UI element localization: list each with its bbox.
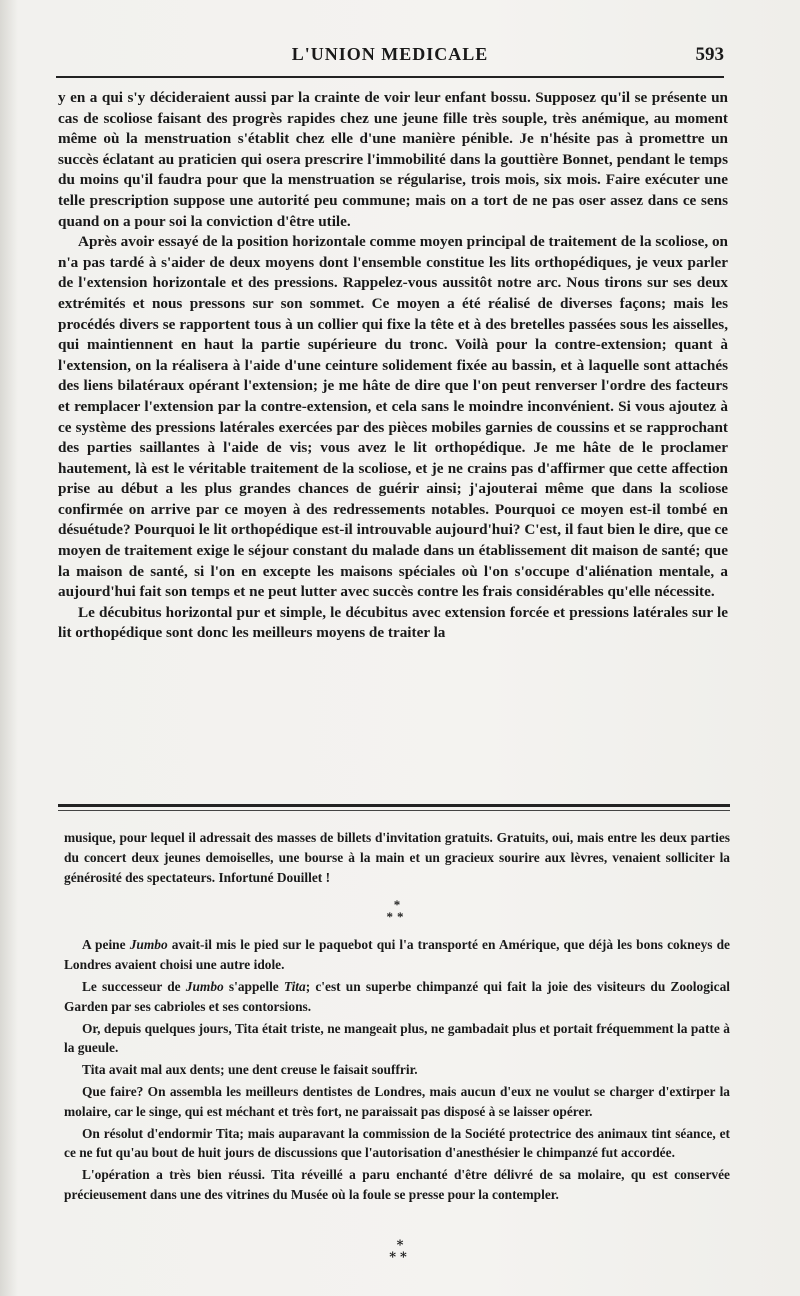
feuilleton-paragraph: musique, pour lequel il adressait des masses de billets d'invitation gratuits. Gratuits, oui, mais entre les deux parties du concert deux jeunes demoiselles, une bourse à la main et un gracieux sourire aux lèvres, venaient solliciter la générosité des spectateurs. Infortuné Douillet ! [64,830,730,885]
section-separator-bottom: * ** [389,1238,411,1265]
animal-name: Jumbo [185,978,224,994]
main-article [58,88,728,644]
feuilleton-paragraph: Or, depuis quelques jours, Tita était triste, ne mangeait plus, ne gambadait plus et portait fréquemment la patte à la gueule. [64,1020,730,1056]
page-number: 593 [695,44,724,65]
feuilleton-rule-thick [58,804,730,807]
feuilleton-paragraph: Que faire? On assembla les meilleurs dentistes de Londres, mais aucun d'eux ne voulut se charger d'extirper la molaire, car le singe, qui est méchant et très fort, ne paraissait pas disposé à se laisser opérer. [64,1083,730,1119]
article-paragraph: y en a qui s'y décideraient aussi par la crainte de voir leur enfant bossu. Supposez qu'il se présente un cas de scoliose faisant des progrès rapides chez une jeune fille très souple, très anémique, au moment même où la menstruation s'établit chez elle d'une manière pénible. Je n'hésite pas à promettre un succès éclatant au praticien qui osera prescrire l'immobilité dans la gouttière Bonnet, pendant le temps du moins qu'il faudra pour que la menstruation se régularise, trois mois, six mois. Faire exécuter une telle prescription suppose une autorité peu commune; mais on a tort de ne pas oser assez dans ce sens quand on a pour soi la conviction d'être utile. [58,89,728,230]
animal-name: Jumbo [129,937,168,953]
feuilleton-section [64,828,730,1207]
feuilleton-rule-thin [58,810,730,811]
feuilleton-paragraph: Tita avait mal aux dents; une dent creuse le faisait souffrir. [82,1062,418,1078]
article-paragraph: Après avoir essayé de la position horizontale comme moyen principal de traitement de la scoliose, on n'a pas tardé à s'aider de deux moyens dont l'ensemble constitue les lits orthopédiques, je veux parler de l'extension horizontale et des pressions. Rappelez-vous aussitôt notre arc. Nous tirons sur ses deux extrémités et nous pressons sur son sommet. Ce moyen a été réalisé de diverses façons; mais les procédés divers se rapportent tous à un collier qui fixe la tête et à des bretelles passées sous les aisselles, qui maintiennent en haut la partie supérieure du tronc. Voilà pour la contre-extension; quant à l'extension, on la réalisera à l'aide d'une ceinture solidement fixée au bassin, et à laquelle sont attachés des liens bilatéraux opérant l'extension; je me hâte de dire que l'on peut renverser l'ordre des facteurs et remplacer l'extension par la contre-extension, et cela sans le moindre inconvénient. Si vous ajoutez à ce système des pressions latérales exercées par des pièces mobiles garnies de coussins et se rapprochant des parties saillantes à l'aide de vis; vous avez le lit orthopédique. Je me hâte de le proclamer hautement, là est le véritable traitement de la scoliose, et je ne crains pas d'affirmer que cette affection prise au début a les plus grandes chances de guérir ainsi; j'ajouterai même que dans la scoliose confirmée on arrive par ce moyen à des redressements notables. Pourquoi ce moyen est-il tombé en désuétude? Pourquoi le lit orthopédique est-il introuvable aujourd'hui? C'est, il faut bien le dire, que ce moyen de traitement exige le séjour constant du malade dans un établissement dit maison de santé; que la maison de santé, si l'on en excepte les maisons spéciales où l'on s'occupe d'aliénation mentale, a aujourd'hui fait son temps et ne peut lutter avec succès contre les frais considérables qu'elle nécessite. [58,233,728,601]
running-title: L'UNION MEDICALE [291,44,489,64]
feuilleton-paragraph: L'opération a très bien réussi. Tita réveillé a paru enchanté d'être délivré de sa molaire, qu est conservée précieusement dans une des vitrines du Musée où la foule se presse pour la contempler. [64,1167,730,1202]
page-header [56,44,724,72]
feuilleton-paragraph: A peine Jumbo avait-il mis le pied sur le paquebot qui l'a transporté en Amérique, que déjà les bons cokneys de Londres avaient choisi une autre idole. [64,937,730,973]
section-separator: * ** [386,897,408,925]
feuilleton-paragraph: Le successeur de Jumbo s'appelle Tita; c'est un superbe chimpanzé qui fait la joie des visiteurs du Zoological Garden par ses cabrioles et ses contorsions. [64,978,730,1014]
feuilleton-paragraph: On résolut d'endormir Tita; mais auparavant la commission de la Société protectrice des animaux tint séance, et ce ne fut qu'au bout de huit jours de discussions que l'autorisation d'anesthésier le chimpanzé fut accordée. [64,1125,730,1161]
article-paragraph: Le décubitus horizontal pur et simple, le décubitus avec extension forcée et pressions latérales sur le lit orthopédique sont donc les meilleurs moyens de traiter la [58,603,728,642]
animal-name: Tita [283,978,306,994]
header-rule [56,76,724,78]
